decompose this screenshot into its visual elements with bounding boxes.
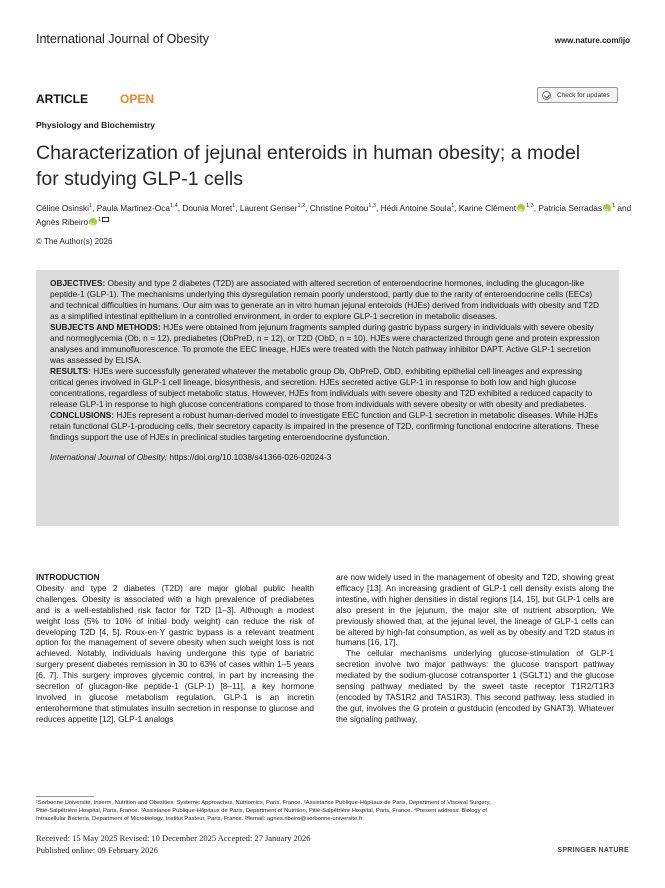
orcid-icon[interactable] bbox=[517, 204, 525, 212]
abstract-methods: SUBJECTS AND METHODS: HJEs were obtained from jejunum fragments sampled during gastric bypass surgery in individuals with severe obesity and normoglycemia (Ob, n = 12), prediabetes (ObPreD, n = 12), or T2D (ObD, n = 10). HJEs were characterized through gene and protein expression analyses and immunofluorescence. To promote the EEC lineage, HJEs were treated with the Notch pathway inhibitor DAPT. Active GLP-1 secretion was assessed by ELISA. bbox=[50, 322, 600, 365]
affiliations-footnote: ¹Sorbonne Université, Inserm, Nutrition and Obesities: Systemic Approaches, Nutriomics, Paris, France. ²Assistance Publique-Hôpitaux de Paris, Department of Visceral Surgery, Pitié-Salpêtrière Hospital, Paris, France. ³Assistance Publique-Hôpitaux de Paris, Department of Nutrition, Pitié-Salpêtrière Hospital, Paris, France. ⁴Present address: Biology of Intracellular Bacteria, Department of Microbiology, Institut Pasteur, Paris, France. ✉email: agnes.ribeiro@sorbonne-universite.fr bbox=[36, 800, 491, 823]
check-updates-label: Check for updates bbox=[557, 91, 610, 99]
citation: International Journal of Obesity; https://doi.org/10.1038/s41366-026-02024-3 bbox=[50, 452, 332, 462]
email-icon[interactable] bbox=[102, 217, 109, 222]
open-access-label: OPEN bbox=[120, 92, 155, 106]
author-list: Céline Osinski$^1$, Paula Martinez-Oca$^{1,4}$, Dounia Moret$^1$, Laurent Genser$^{1,2}$, Christine Poitou$^{1,3}$, Hédi Antoine Soula$^1$, Karine ClémentiD $^{1,3}$, Patricia SerradasiD $^1$ and Agnès RibeiroiD $^1$ bbox=[36, 200, 636, 228]
author[interactable]: Laurent Genser$^{1,2}$ bbox=[239, 202, 306, 213]
section-label: Physiology and Biochemistry bbox=[36, 120, 156, 130]
title-line-2: for studying GLP-1 cells bbox=[36, 168, 244, 190]
title-line-1: Characterization of jejunal enteroids in human obesity; a model bbox=[36, 142, 581, 164]
author[interactable]: Céline Osinski$^1$ bbox=[36, 202, 93, 213]
article-title bbox=[36, 140, 626, 192]
journal-url[interactable]: www.nature.com/ijo bbox=[554, 36, 630, 45]
article-type: ARTICLE bbox=[36, 92, 88, 106]
intro-right-column bbox=[336, 572, 614, 725]
intro-paragraph-2: The cellular mechanisms underlying glucose-stimulation of GLP-1 secretion involve two major pathways: the glucose transport pathway mediated by the sodium-glucose cotransporter 1 (SGLT1) and the glucose sensing pathway mediated by the sweet taste receptor T1R2/T1R3 (encoded by TAS1R2 and TAS1R3). This second pathway, less studied in the gut, involves the G protein α gustducin (encoded by GNAT3). Whatever the signaling pathway, bbox=[336, 648, 614, 724]
journal-name: International Journal of Obesity bbox=[36, 32, 210, 46]
author[interactable]: Hédi Antoine Soula$^1$ bbox=[380, 202, 455, 213]
received-dates: Received: 15 May 2025 Revised: 10 December 2025 Accepted: 27 January 2026 bbox=[36, 833, 311, 843]
intro-paragraph-1: Obesity and type 2 diabetes (T2D) are major global public health challenges. Obesity is associated with a high prevalence of prediabetes and is a well-established risk factor for T2D [1–3]. Although a modest weight loss (5% to 10% of initial body weight) can reduce the risk of developing T2D [4, 5]. Roux-en-Y gastric bypass is a relevant treatment option for the management of severe obesity when such weight loss is not achieved. Notably, individuals having undergone this type of bariatric surgery present diabetes remission in 30 to 63% of cases within 1–5 years [6, 7]. This surgery improves glycemic control, in part by increasing the secretion of glucagon-like peptide-1 (GLP-1) [8–11], a key hormone involved in glucose metabolism regulation. GLP-1 is an incretin enterohormone that stimulates insulin secretion in response to glucose and reduces appetite [12]. GLP-1 analogs bbox=[36, 582, 314, 724]
intro-heading: INTRODUCTION bbox=[36, 572, 100, 582]
footnote-divider bbox=[36, 796, 94, 797]
author[interactable]: Patricia SerradasiD $^1$ bbox=[538, 203, 615, 213]
intro-paragraph-1-cont: are now widely used in the management of obesity and T2D, showing great efficacy [13]. An increasing gradient of GLP-1 cell density exists along the intestine, with higher densities in distal regions [14, 15], but GLP-1 cells are also present in the jejunum, the major site of nutrient absorption. We previously showed that, at the jejunal level, the lineage of GLP-1 cells can be altered by high-fat consumption, as well as by obesity and T2D status in humans [16, 17]. bbox=[336, 572, 614, 648]
author[interactable]: Paula Martinez-Oca$^{1,4}$ bbox=[96, 202, 178, 213]
author[interactable]: Christine Poitou$^{1,3}$ bbox=[309, 202, 376, 213]
orcid-icon[interactable] bbox=[89, 218, 97, 226]
author[interactable]: Agnès RibeiroiD $^1$ bbox=[36, 217, 109, 227]
intro-left-column bbox=[36, 572, 314, 725]
abstract-box bbox=[36, 270, 619, 526]
published-date: Published online: 09 February 2026 bbox=[36, 845, 158, 855]
copyright: © The Author(s) 2026 bbox=[36, 237, 113, 246]
abstract-objectives: OBJECTIVES: Obesity and type 2 diabetes (T2D) are associated with altered secretion of enteroendocrine hormones, including the glucagon-like peptide-1 (GLP-1). The mechanisms underlying this dysregulation remain poorly understood, partly due to the rarity of enteroendocrine cells (EECs) and technical difficulties in humans. Our aim was to generate an in vitro human jejunal enteroids (HJEs) derived from individuals with obesity and T2D as a simplified intestinal epithelium in a controlled environment, in order to explore GLP-1 secretion in metabolic diseases. bbox=[50, 278, 599, 321]
author[interactable]: Dounia Moret$^1$ bbox=[182, 202, 236, 213]
author[interactable]: Karine ClémentiD $^{1,3}$ bbox=[459, 203, 534, 213]
abstract-results: RESULTS: HJEs were successfully generated whatever the metabolic group Ob, ObPreD, ObD, exhibiting epithelial cell lineages and expressing critical genes involved in GLP-1 cell lineage, biosynthesis, and secretion. HJEs secreted active GLP-1 in response to both low and high glucose concentrations, regardless of subject metabolic status. However, HJEs from individuals with severe obesity and T2D exhibited a reduced capacity to release GLP-1 in response to high glucose concentrations compared to those from individuals with severe obesity or with obesity and prediabetes. bbox=[50, 366, 593, 409]
abstract-conclusions: CONCLUSIONS: HJEs represent a robust human-derived model to investigate EEC function and GLP-1 secretion in metabolic diseases. While HJEs retain functional GLP-1-producing cells, their secretory capacity is impaired in the presence of T2D, confirming functional endocrine alterations. These findings support the use of HJEs in preclinical studies targeting enteroendocrine dysfunction. bbox=[50, 410, 599, 442]
check-for-updates-button[interactable] bbox=[537, 87, 618, 103]
check-updates-icon bbox=[542, 91, 551, 100]
publisher-logo: SPRINGER NATURE bbox=[557, 847, 629, 854]
doi-link[interactable]: https://doi.org/10.1038/s41366-026-02024-3 bbox=[169, 452, 332, 462]
orcid-icon[interactable] bbox=[603, 204, 611, 212]
